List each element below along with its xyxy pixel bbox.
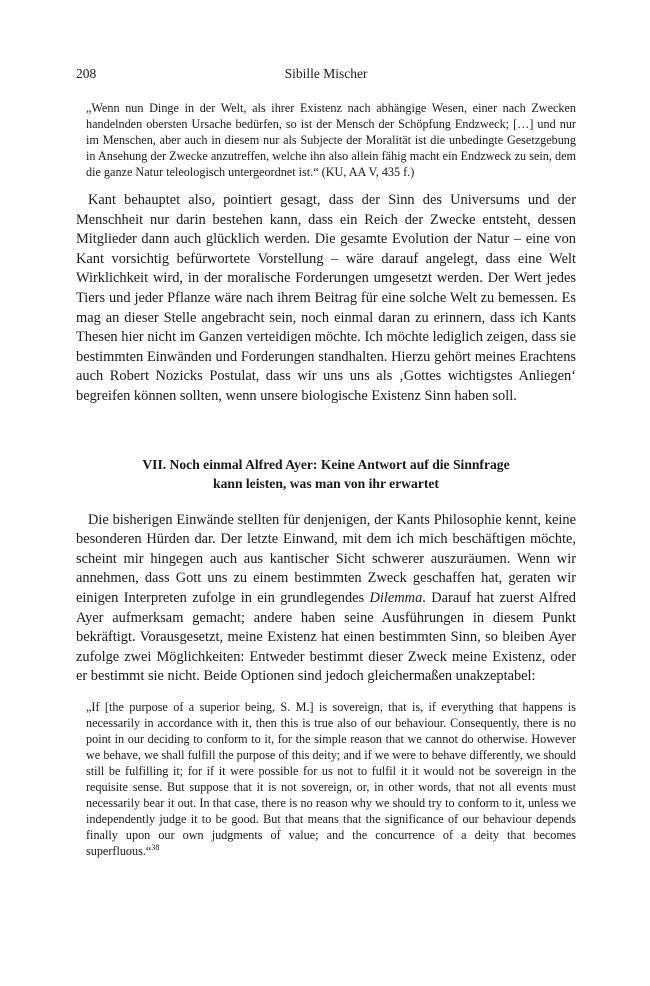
paragraph-ayer-dilemma [76,511,576,687]
page-header [76,66,576,88]
section-heading [76,455,576,493]
paragraph-text-part-1: Die bisherigen Einwände stellten für denjenigen, der Kants Philosophie kennt, keine besonderen Hürden dar. Der letzte Einwand, mit dem ich mich beschäftigen möchte, scheint mir hingegen auch aus kantischer Sicht schwerer auszuräumen. Wenn wir annehmen, dass Gott uns zu einem bestimmten Zweck geschaffen hat, geraten wir einigen Interpreten zufolge in ein grundlegendes [76,511,576,606]
paragraph-kant-summary [76,191,576,407]
paragraph-text [76,511,576,687]
paragraph-text-part-2: . Darauf hat zuerst Alfred Ayer aufmerksam gemacht; andere haben seine Ausführungen in diesem Punkt bekräftigt. Vorausgesetzt, meine Existenz hat einen bestimmten Sinn, so bleiben Ayer zufolge zwei Möglichkeiten: Entweder bestimmt dieser Zweck meine Existenz, oder er bestimmt sie nicht. Beide Optionen sind jedoch gleichermaßen unakzeptabel: [76,589,576,685]
footnote-marker[interactable]: 38 [151,842,160,852]
italic-term: Dilemma [369,589,423,606]
section-heading-line-2: kann leisten, was man von ihr erwartet [213,475,439,491]
section-heading-line-1: VII. Noch einmal Alfred Ayer: Keine Antwort auf die Sinnfrage [142,456,510,472]
book-page [76,66,576,859]
block-quote-ayer [86,699,576,859]
paragraph-text: Kant behauptet also, pointiert gesagt, dass der Sinn des Universums und der Menschheit nur darin bestehen kann, dass ein Reich der Zwecke entsteht, dessen Mitglieder dann auch glücklich werden. Die gesamte Evolution der Natur – eine von Kant vorsichtig befürwortete Vorstellung – wäre darauf angelegt, dass eine Welt Wirklichkeit wird, in der moralische Forderungen umgesetzt werden. Der Wert jedes Tiers und jeder Pflanze wäre nach ihrem Beitrag für eine solche Welt zu bemessen. Es mag an dieser Stelle angebracht sein, noch einmal daran zu erinnern, dass ich Kants Thesen hier nicht im Ganzen verteidigen möchte. Ich möchte lediglich zeigen, dass sie bestimmten Einwänden und Forderungen standhalten. Hierzu gehört meines Erachtens auch Robert Nozicks Postulat, dass wir uns uns als ‚Gottes wichtigstes Anliegen‘ begreifen können sollten, wenn unsere biologische Existenz Sinn haben soll. [76,192,576,404]
block-quote-kant [86,100,576,180]
running-head: Sibille Mischer [284,66,368,81]
page-number: 208 [76,66,97,81]
quote-text: „Wenn nun Dinge in der Welt, als ihrer Existenz nach abhängige Wesen, einer nach Zwecken handelnden obersten Ursache bedürfen, so ist der Mensch der Schöpfung Endzweck; […] und nur im Menschen, aber auch in diesem nur als Subjecte der Moralität ist die unbedingte Gesetzgebung in Ansehung der Zwecke anzutreffen, welche ihn also allein fähig macht ein Endzweck zu sein, dem die ganze Natur teleologisch untergeordnet ist.“ (KU, AA V, 435 f.) [86,101,576,179]
quote-ayer-text: „If [the purpose of a superior being, S. M.] is sovereign, that is, if everything that happens is necessarily in accordance with it, then this is true also of our behaviour. Consequently, there is no point in our deciding to conform to it, for the simple reason that we cannot do otherwise. However we behave, we shall fulfill the purpose of this deity; and if we were to behave differently, we should still be fulfilling it; for if it were possible for us not to fulfil it it would not be sovereign in the requisite sense. But suppose that it is not sovereign, or, in other words, that not all events must necessarily bear it out. In that case, there is no reason why we should try to conform to it, unless we independently judge it to be good. But that means that the significance of our behaviour depends finally upon our own judgments of value; and the concurrence of a deity that becomes superfluous.“ [86,699,576,858]
quote-text [86,699,576,859]
